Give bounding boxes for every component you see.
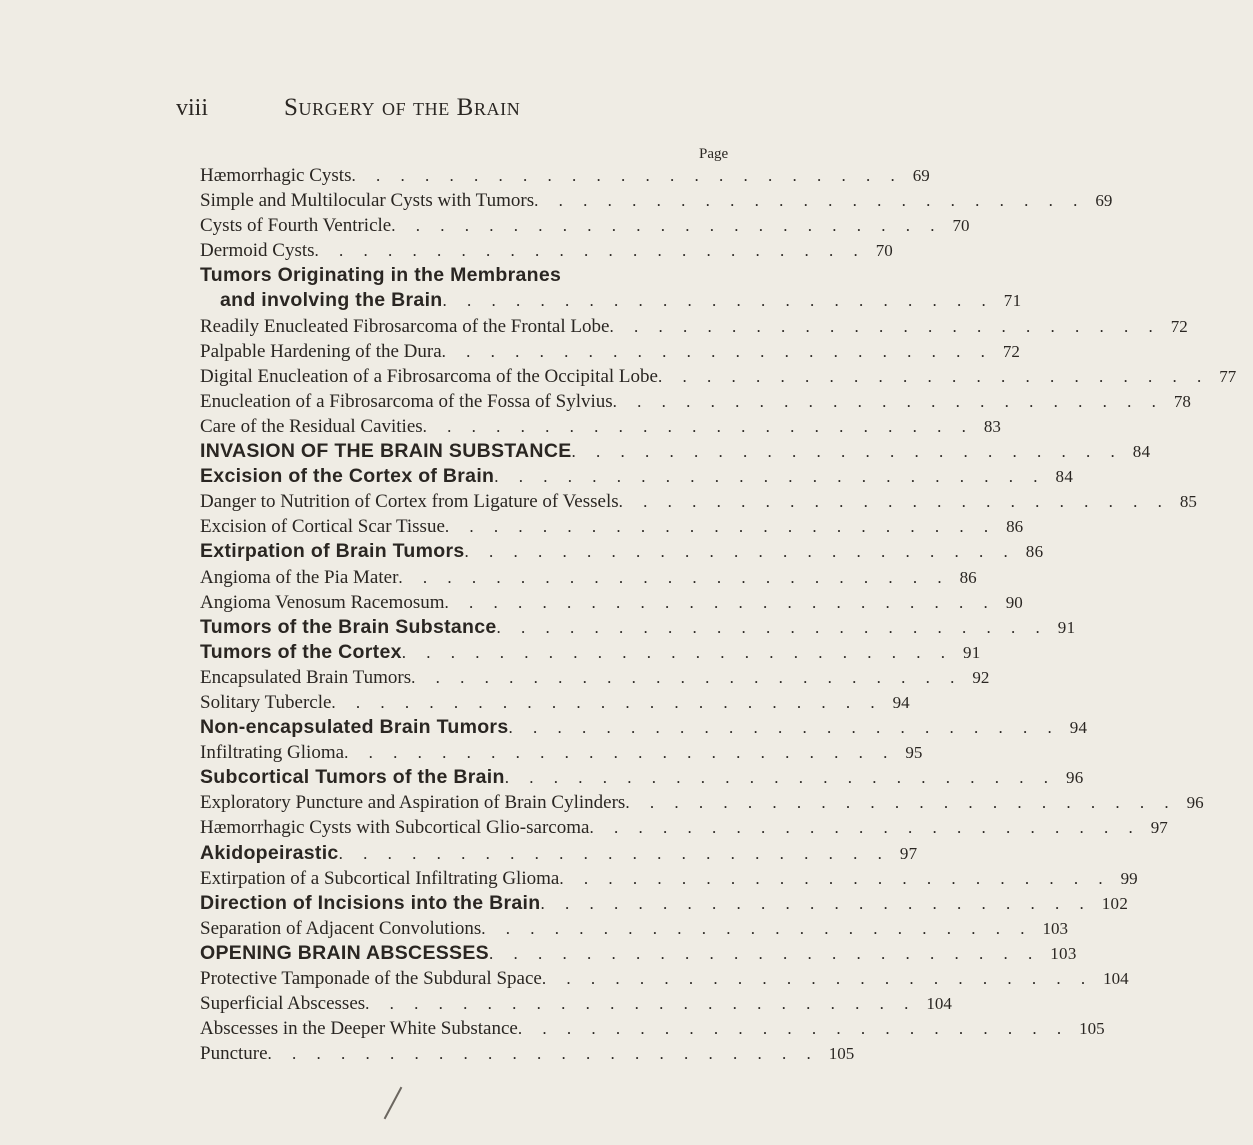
entry-page-number: 72 (1170, 316, 1188, 336)
entry-title: Direction of Incisions into the Brain (200, 891, 541, 914)
dot-leader: . . . . . . . . . . . . . . . . . . . . . . . (422, 416, 974, 436)
dot-leader: . . . . . . . . . . . . . . . . . . . . . . . (589, 818, 1141, 838)
toc-entry (200, 815, 1168, 840)
entry-page-number: 86 (1006, 517, 1024, 537)
toc-entry (200, 1041, 855, 1066)
running-header (176, 94, 520, 122)
entry-title: Dermoid Cysts (200, 240, 315, 262)
toc-entry (200, 163, 930, 188)
entry-title: Encapsulated Brain Tumors (200, 666, 412, 688)
entry-page-number: 71 (1003, 291, 1022, 311)
entry-title: Separation of Adjacent Convolutions (200, 917, 482, 939)
toc-heading (200, 615, 1076, 640)
toc-heading (200, 263, 765, 288)
dot-leader: . . . . . . . . . . . . . . . . . . . . . . . (504, 768, 1056, 788)
toc-entry (200, 238, 893, 263)
dot-leader: . . . . . . . . . . . . . . . . . . . . . . . (657, 366, 1210, 386)
dot-leader: . . . . . . . . . . . . . . . . . . . . . . . (481, 918, 1033, 938)
entry-page-number: 86 (1025, 542, 1044, 562)
entry-page-number: 104 (1103, 969, 1129, 988)
entry-page-number: 84 (1055, 467, 1074, 487)
dot-leader: . . . . . . . . . . . . . . . . . . . . . . . (488, 943, 1041, 963)
entry-page-number: 96 (1065, 768, 1084, 788)
entry-title: Extirpation of a Subcortical Infiltrating Glioma (200, 867, 560, 889)
toc-entry (200, 690, 910, 715)
entry-page-number: 70 (952, 216, 970, 236)
table-of-contents (200, 163, 1237, 1066)
entry-title: INVASION OF THE BRAIN SUBSTANCE (200, 440, 572, 463)
entry-title: Readily Enucleated Fibrosarcoma of the Frontal Lobe (200, 315, 610, 337)
toc-entry (200, 414, 1001, 439)
dot-leader: . . . . . . . . . . . . . . . . . . . . . . . (464, 542, 1016, 562)
dot-leader: . . . . . . . . . . . . . . . . . . . . . . . (541, 969, 1094, 988)
dot-leader: . . . . . . . . . . . . . . . . . . . . . . . (444, 517, 997, 537)
entry-page-number: 84 (1132, 442, 1151, 462)
entry-title: Akidopeirastic (200, 841, 339, 864)
toc-entry (200, 966, 1129, 991)
entry-page-number: 103 (1042, 918, 1069, 938)
entry-title: Puncture (200, 1043, 268, 1065)
dot-leader: . . . . . . . . . . . . . . . . . . . . . . . (540, 893, 1092, 913)
dot-leader: . . . . . . . . . . . . . . . . . . . . . . . (401, 642, 953, 662)
running-title: Surgery of the Brain (284, 94, 521, 121)
entry-page-number: 70 (875, 241, 893, 261)
entry-title: Digital Enucleation of a Fibrosarcoma of the Occipital Lobe (200, 365, 658, 387)
toc-entry (200, 314, 1188, 339)
entry-page-number: 99 (1120, 868, 1138, 888)
entry-page-number: 91 (1057, 617, 1076, 637)
entry-page-number: 92 (972, 667, 990, 687)
entry-page-number: 78 (1173, 391, 1191, 411)
entry-title: Enucleation of a Fibrosarcoma of the Fossa of Sylvius (200, 390, 613, 412)
entry-title: Care of the Residual Cavities (200, 415, 423, 437)
entry-title: Tumors Originating in the Membranes (200, 264, 562, 287)
toc-entry (200, 665, 990, 690)
entry-page-number: 102 (1101, 893, 1129, 913)
entry-title: Angioma of the Pia Mater (200, 566, 399, 588)
toc-entry (200, 389, 1191, 414)
pencil-mark (384, 1087, 403, 1120)
entry-title: Extirpation of Brain Tumors (200, 540, 465, 563)
dot-leader: . . . . . . . . . . . . . . . . . . . . . . . (517, 1019, 1070, 1039)
entry-page-number: 77 (1219, 366, 1237, 386)
entry-title: Palpable Hardening of the Dura (200, 340, 442, 362)
dot-leader: . . . . . . . . . . . . . . . . . . . . . . . (534, 191, 1086, 211)
entry-page-number: 96 (1186, 793, 1204, 813)
entry-title: Hæmorrhagic Cysts (200, 165, 352, 186)
entry-page-number: 104 (926, 994, 952, 1014)
toc-entry (200, 790, 1204, 815)
entry-title: Angioma Venosum Racemosum (200, 591, 445, 613)
dot-leader: . . . . . . . . . . . . . . . . . . . . . . . (496, 617, 1048, 637)
toc-heading (200, 715, 1088, 740)
entry-title: Tumors of the Brain Substance (200, 615, 497, 638)
entry-page-number: 103 (1050, 943, 1077, 963)
entry-title: Hæmorrhagic Cysts with Subcortical Glio-sarcoma (200, 817, 590, 839)
dot-leader: . . . . . . . . . . . . . . . . . . . . . . . (508, 718, 1060, 738)
toc-heading (200, 288, 1022, 313)
entry-title: Infiltrating Glioma (200, 742, 345, 764)
entry-page-number: 97 (899, 843, 918, 863)
toc-heading (200, 539, 1044, 564)
toc-heading (200, 841, 918, 866)
toc-entry (200, 1016, 1105, 1041)
toc-heading (200, 941, 1077, 966)
entry-page-number: 105 (828, 1044, 855, 1064)
dot-leader: . . . . . . . . . . . . . . . . . . . . . . . (331, 692, 883, 712)
toc-entry (200, 740, 923, 765)
entry-page-number: 86 (959, 567, 977, 587)
entry-page-number: 69 (1095, 191, 1113, 211)
entry-title: Superficial Abscesses (200, 993, 366, 1015)
entry-title: Exploratory Puncture and Aspiration of Brain Cylinders (200, 792, 626, 814)
entry-title: Subcortical Tumors of the Brain (200, 766, 505, 789)
toc-entry (200, 590, 1023, 615)
toc-entry (200, 866, 1138, 891)
entry-title: and involving the Brain (220, 289, 443, 312)
toc-heading (200, 640, 981, 665)
dot-leader: . . . . . . . . . . . . . . . . . . . . . . . (442, 291, 994, 311)
entry-title: Abscesses in the Deeper White Substance (200, 1018, 518, 1040)
toc-heading (200, 439, 1151, 464)
entry-page-number: 85 (1179, 492, 1197, 512)
toc-entry (200, 991, 952, 1016)
toc-entry (200, 514, 1024, 539)
toc-entry (200, 916, 1069, 941)
dot-leader: . . . . . . . . . . . . . . . . . . . . . . . (612, 391, 1164, 411)
entry-page-number: 90 (1005, 592, 1023, 612)
dot-leader: . . . . . . . . . . . . . . . . . . . . . . . (338, 843, 890, 863)
entry-page-number: 72 (1002, 341, 1020, 361)
dot-leader: . . . . . . . . . . . . . . . . . . . . . . . (618, 492, 1170, 512)
dot-leader: . . . . . . . . . . . . . . . . . . . . . . . (314, 241, 866, 261)
entry-page-number: 91 (962, 642, 981, 662)
toc-entry (200, 188, 1113, 213)
entry-page-number: 95 (905, 743, 923, 763)
dot-leader: . . . . . . . . . . . . . . . . . . . . . . . (559, 868, 1111, 888)
entry-page-number: 105 (1079, 1019, 1105, 1039)
entry-page-number: 97 (1150, 818, 1168, 838)
dot-leader: . . . . . . . . . . . . . . . . . . . . . . . (441, 341, 993, 361)
entry-title: Excision of Cortical Scar Tissue (200, 516, 445, 538)
dot-leader: . . . . . . . . . . . . . . . . . . . . . . . (365, 994, 917, 1014)
toc-entry (200, 364, 1237, 389)
dot-leader: . . . . . . . . . . . . . . . . . . . . . . . (444, 592, 996, 612)
entry-title: Danger to Nutrition of Cortex from Ligature of Vessels (200, 491, 619, 513)
dot-leader: . . . . . . . . . . . . . . . . . . . . . . . (571, 442, 1123, 462)
page-folio: viii (176, 95, 209, 121)
dot-leader: . . . . . . . . . . . . . . . . . . . . . . . (391, 216, 943, 236)
entry-title: Solitary Tubercle (200, 691, 332, 713)
dot-leader: . . . . . . . . . . . . . . . . . . . . . . . (267, 1044, 819, 1064)
dot-leader: . . . . . . . . . . . . . . . . . . . . . . . (625, 793, 1177, 813)
dot-leader: . . . . . . . . . . . . . . . . . . . . . . . (494, 467, 1046, 487)
page-column-label: Page (699, 146, 729, 162)
dot-leader: . . . . . . . . . . . . . . . . . . . . . . . (351, 166, 903, 185)
dot-leader: . . . . . . . . . . . . . . . . . . . . . . . (398, 567, 950, 587)
toc-heading (200, 464, 1074, 489)
toc-heading (200, 765, 1084, 790)
dot-leader: . . . . . . . . . . . . . . . . . . . . . . . (411, 667, 963, 687)
toc-entry (200, 489, 1197, 514)
toc-heading (200, 891, 1129, 916)
dot-leader: . . . . . . . . . . . . . . . . . . . . . . . (609, 316, 1161, 336)
entry-title: Tumors of the Cortex (200, 640, 402, 663)
entry-title: OPENING BRAIN ABSCESSES (200, 941, 489, 964)
entry-title: Protective Tamponade of the Subdural Space (200, 968, 542, 989)
entry-title: Simple and Multilocular Cysts with Tumors (200, 190, 535, 212)
toc-entry (200, 213, 970, 238)
dot-leader: . . . . . . . . . . . . . . . . . . . . . . . (344, 743, 896, 763)
entry-title: Non-encapsulated Brain Tumors (200, 716, 509, 739)
toc-entry (200, 339, 1020, 364)
entry-title: Excision of the Cortex of Brain (200, 465, 495, 488)
entry-title: Cysts of Fourth Ventricle (200, 215, 392, 237)
entry-page-number: 69 (912, 166, 930, 185)
entry-page-number: 94 (892, 692, 910, 712)
toc-entry (200, 565, 977, 590)
entry-page-number: 83 (983, 416, 1001, 436)
entry-page-number: 94 (1069, 718, 1088, 738)
